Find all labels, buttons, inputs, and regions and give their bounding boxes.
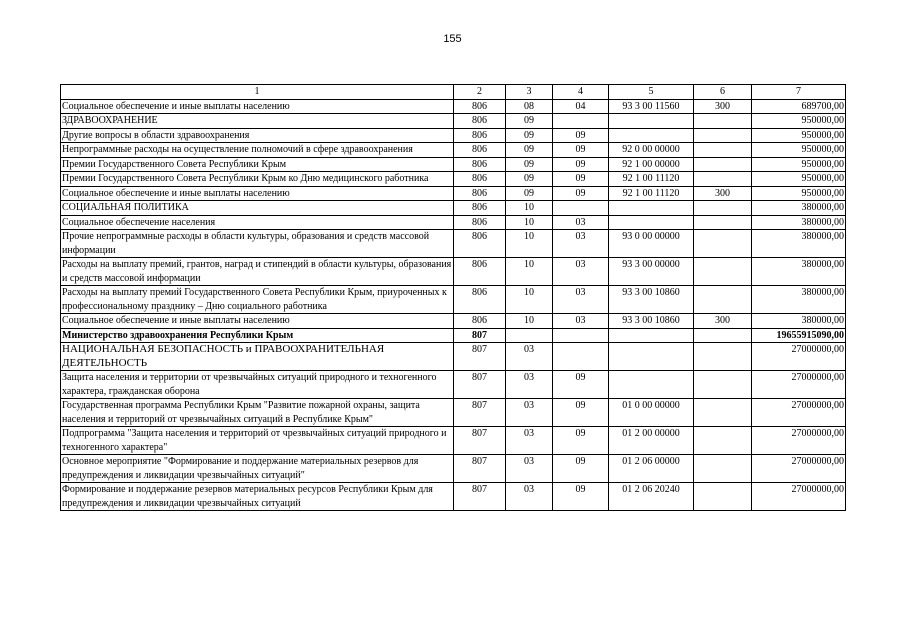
- row-target-article-cell: [609, 114, 694, 129]
- row-expense-type-cell: [694, 230, 752, 258]
- table-row: [61, 483, 846, 511]
- table-row: [61, 343, 846, 371]
- row-name-cell: Государственная программа Республики Крым "Развитие пожарной охраны, защита населения и территорий от чрезвычайных ситуаций в Республике Крым": [61, 399, 454, 427]
- row-target-article-cell: [609, 201, 694, 216]
- row-section-cell: 10: [506, 314, 553, 329]
- row-target-article-cell: 92 1 00 11120: [609, 186, 694, 201]
- row-subsection-cell: 09: [553, 427, 609, 455]
- row-target-article-cell: 93 3 00 11560: [609, 99, 694, 114]
- row-expense-type-cell: 300: [694, 314, 752, 329]
- table-row: [61, 427, 846, 455]
- row-amount-cell: 19655915090,00: [752, 328, 846, 343]
- header-cell: 6: [694, 85, 752, 100]
- row-subsection-cell: 09: [553, 483, 609, 511]
- row-name-cell: Премии Государственного Совета Республики Крым: [61, 157, 454, 172]
- row-section-cell: 09: [506, 172, 553, 187]
- table-row: [61, 114, 846, 129]
- row-grbs-cell: 807: [454, 483, 506, 511]
- table-row: [61, 143, 846, 158]
- header-cell: 1: [61, 85, 454, 100]
- row-expense-type-cell: [694, 215, 752, 230]
- row-expense-type-cell: [694, 201, 752, 216]
- table-row: [61, 215, 846, 230]
- table-row: [61, 99, 846, 114]
- row-name-cell: Расходы на выплату премий Государственного Совета Республики Крым, приуроченных к профессиональному празднику – Дню социального работника: [61, 286, 454, 314]
- row-grbs-cell: 807: [454, 427, 506, 455]
- row-expense-type-cell: [694, 343, 752, 371]
- row-subsection-cell: [553, 328, 609, 343]
- header-cell: 2: [454, 85, 506, 100]
- table-row: [61, 399, 846, 427]
- row-expense-type-cell: [694, 455, 752, 483]
- table-row: [61, 455, 846, 483]
- row-subsection-cell: 09: [553, 172, 609, 187]
- row-amount-cell: 950000,00: [752, 143, 846, 158]
- row-amount-cell: 689700,00: [752, 99, 846, 114]
- row-name-cell: Другие вопросы в области здравоохранения: [61, 128, 454, 143]
- table-row: [61, 186, 846, 201]
- page-number: 155: [443, 33, 462, 45]
- row-grbs-cell: 806: [454, 172, 506, 187]
- row-expense-type-cell: [694, 371, 752, 399]
- row-subsection-cell: 03: [553, 314, 609, 329]
- row-expense-type-cell: 300: [694, 99, 752, 114]
- row-expense-type-cell: [694, 128, 752, 143]
- row-grbs-cell: 806: [454, 258, 506, 286]
- row-subsection-cell: 04: [553, 99, 609, 114]
- row-expense-type-cell: [694, 328, 752, 343]
- row-amount-cell: 950000,00: [752, 157, 846, 172]
- table-row: [61, 157, 846, 172]
- row-amount-cell: 27000000,00: [752, 483, 846, 511]
- row-amount-cell: 380000,00: [752, 230, 846, 258]
- row-expense-type-cell: [694, 427, 752, 455]
- row-target-article-cell: 01 2 00 00000: [609, 427, 694, 455]
- row-target-article-cell: 92 1 00 00000: [609, 157, 694, 172]
- row-grbs-cell: 806: [454, 314, 506, 329]
- row-name-cell: Защита населения и территории от чрезвычайных ситуаций природного и техногенного характера, гражданская оборона: [61, 371, 454, 399]
- row-section-cell: 03: [506, 371, 553, 399]
- row-section-cell: 09: [506, 128, 553, 143]
- row-target-article-cell: [609, 371, 694, 399]
- row-grbs-cell: 807: [454, 399, 506, 427]
- row-grbs-cell: 806: [454, 99, 506, 114]
- row-expense-type-cell: [694, 157, 752, 172]
- row-target-article-cell: 93 3 00 10860: [609, 286, 694, 314]
- row-expense-type-cell: [694, 483, 752, 511]
- row-grbs-cell: 807: [454, 328, 506, 343]
- row-name-cell: Социальное обеспечение и иные выплаты населению: [61, 314, 454, 329]
- row-section-cell: 03: [506, 399, 553, 427]
- table-row: [61, 128, 846, 143]
- table-row: [61, 258, 846, 286]
- table-row: [61, 328, 846, 343]
- row-name-cell: ЗДРАВООХРАНЕНИЕ: [61, 114, 454, 129]
- row-section-cell: 09: [506, 157, 553, 172]
- row-subsection-cell: [553, 201, 609, 216]
- row-target-article-cell: [609, 328, 694, 343]
- table-header-row: [61, 85, 846, 100]
- row-grbs-cell: 806: [454, 230, 506, 258]
- row-subsection-cell: [553, 114, 609, 129]
- row-amount-cell: 27000000,00: [752, 427, 846, 455]
- row-amount-cell: 380000,00: [752, 215, 846, 230]
- row-subsection-cell: 09: [553, 399, 609, 427]
- row-section-cell: 03: [506, 427, 553, 455]
- row-expense-type-cell: [694, 172, 752, 187]
- row-section-cell: 03: [506, 343, 553, 371]
- row-subsection-cell: 09: [553, 143, 609, 158]
- row-expense-type-cell: [694, 114, 752, 129]
- row-amount-cell: 380000,00: [752, 314, 846, 329]
- row-name-cell: Подпрограмма "Защита населения и территорий от чрезвычайных ситуаций природного и техногенного характера": [61, 427, 454, 455]
- row-expense-type-cell: [694, 286, 752, 314]
- row-section-cell: [506, 328, 553, 343]
- row-name-cell: Социальное обеспечение населения: [61, 215, 454, 230]
- row-amount-cell: 950000,00: [752, 186, 846, 201]
- row-grbs-cell: 806: [454, 143, 506, 158]
- row-name-cell: Социальное обеспечение и иные выплаты населению: [61, 186, 454, 201]
- row-grbs-cell: 807: [454, 343, 506, 371]
- row-amount-cell: 27000000,00: [752, 371, 846, 399]
- row-expense-type-cell: [694, 399, 752, 427]
- row-subsection-cell: 09: [553, 186, 609, 201]
- row-amount-cell: 27000000,00: [752, 455, 846, 483]
- budget-table: [60, 84, 846, 511]
- row-name-cell: СОЦИАЛЬНАЯ ПОЛИТИКА: [61, 201, 454, 216]
- table-row: [61, 230, 846, 258]
- row-target-article-cell: 93 0 00 00000: [609, 230, 694, 258]
- row-amount-cell: 380000,00: [752, 286, 846, 314]
- row-target-article-cell: 92 0 00 00000: [609, 143, 694, 158]
- row-target-article-cell: [609, 215, 694, 230]
- row-grbs-cell: 806: [454, 201, 506, 216]
- row-target-article-cell: 93 3 00 10860: [609, 314, 694, 329]
- row-target-article-cell: [609, 128, 694, 143]
- row-name-cell: Непрограммные расходы на осуществление полномочий в сфере здравоохранения: [61, 143, 454, 158]
- row-amount-cell: 950000,00: [752, 128, 846, 143]
- row-name-cell: Прочие непрограммные расходы в области культуры, образования и средств массовой информации: [61, 230, 454, 258]
- row-grbs-cell: 806: [454, 286, 506, 314]
- row-subsection-cell: [553, 343, 609, 371]
- row-expense-type-cell: 300: [694, 186, 752, 201]
- row-expense-type-cell: [694, 258, 752, 286]
- row-amount-cell: 950000,00: [752, 114, 846, 129]
- row-subsection-cell: 09: [553, 455, 609, 483]
- row-grbs-cell: 807: [454, 371, 506, 399]
- row-section-cell: 10: [506, 258, 553, 286]
- row-name-cell: Формирование и поддержание резервов материальных ресурсов Республики Крым для предупреждения и ликвидации чрезвычайных ситуаций: [61, 483, 454, 511]
- row-name-cell: НАЦИОНАЛЬНАЯ БЕЗОПАСНОСТЬ и ПРАВООХРАНИТЕЛЬНАЯ ДЕЯТЕЛЬНОСТЬ: [61, 343, 454, 371]
- row-subsection-cell: 03: [553, 230, 609, 258]
- row-section-cell: 09: [506, 114, 553, 129]
- row-subsection-cell: 09: [553, 157, 609, 172]
- row-section-cell: 10: [506, 201, 553, 216]
- row-grbs-cell: 806: [454, 215, 506, 230]
- row-expense-type-cell: [694, 143, 752, 158]
- row-grbs-cell: 806: [454, 157, 506, 172]
- row-amount-cell: 27000000,00: [752, 399, 846, 427]
- table-row: [61, 201, 846, 216]
- row-subsection-cell: 03: [553, 286, 609, 314]
- row-target-article-cell: 01 0 00 00000: [609, 399, 694, 427]
- table-row: [61, 371, 846, 399]
- row-amount-cell: 380000,00: [752, 201, 846, 216]
- row-subsection-cell: 03: [553, 258, 609, 286]
- row-name-cell: Социальное обеспечение и иные выплаты населению: [61, 99, 454, 114]
- row-target-article-cell: 01 2 06 20240: [609, 483, 694, 511]
- table-row: [61, 172, 846, 187]
- row-amount-cell: 950000,00: [752, 172, 846, 187]
- row-name-cell: Премии Государственного Совета Республики Крым ко Дню медицинского работника: [61, 172, 454, 187]
- row-target-article-cell: 01 2 06 00000: [609, 455, 694, 483]
- header-cell: 4: [553, 85, 609, 100]
- row-subsection-cell: 09: [553, 128, 609, 143]
- row-target-article-cell: 92 1 00 11120: [609, 172, 694, 187]
- row-section-cell: 08: [506, 99, 553, 114]
- row-name-cell: Министерство здравоохранения Республики Крым: [61, 328, 454, 343]
- row-grbs-cell: 807: [454, 455, 506, 483]
- row-amount-cell: 380000,00: [752, 258, 846, 286]
- row-name-cell: Основное мероприятие "Формирование и поддержание материальных резервов для предупреждения и ликвидации чрезвычайных ситуаций": [61, 455, 454, 483]
- row-subsection-cell: 03: [553, 215, 609, 230]
- row-name-cell: Расходы на выплату премий, грантов, наград и стипендий в области культуры, образования и средств массовой информации: [61, 258, 454, 286]
- row-amount-cell: 27000000,00: [752, 343, 846, 371]
- row-subsection-cell: 09: [553, 371, 609, 399]
- row-grbs-cell: 806: [454, 114, 506, 129]
- header-cell: 7: [752, 85, 846, 100]
- row-section-cell: 09: [506, 143, 553, 158]
- row-section-cell: 10: [506, 286, 553, 314]
- row-grbs-cell: 806: [454, 186, 506, 201]
- row-section-cell: 03: [506, 483, 553, 511]
- row-target-article-cell: 93 3 00 00000: [609, 258, 694, 286]
- row-section-cell: 03: [506, 455, 553, 483]
- header-cell: 5: [609, 85, 694, 100]
- row-section-cell: 09: [506, 186, 553, 201]
- row-section-cell: 10: [506, 215, 553, 230]
- header-cell: 3: [506, 85, 553, 100]
- row-section-cell: 10: [506, 230, 553, 258]
- row-grbs-cell: 806: [454, 128, 506, 143]
- table-row: [61, 286, 846, 314]
- table-row: [61, 314, 846, 329]
- row-target-article-cell: [609, 343, 694, 371]
